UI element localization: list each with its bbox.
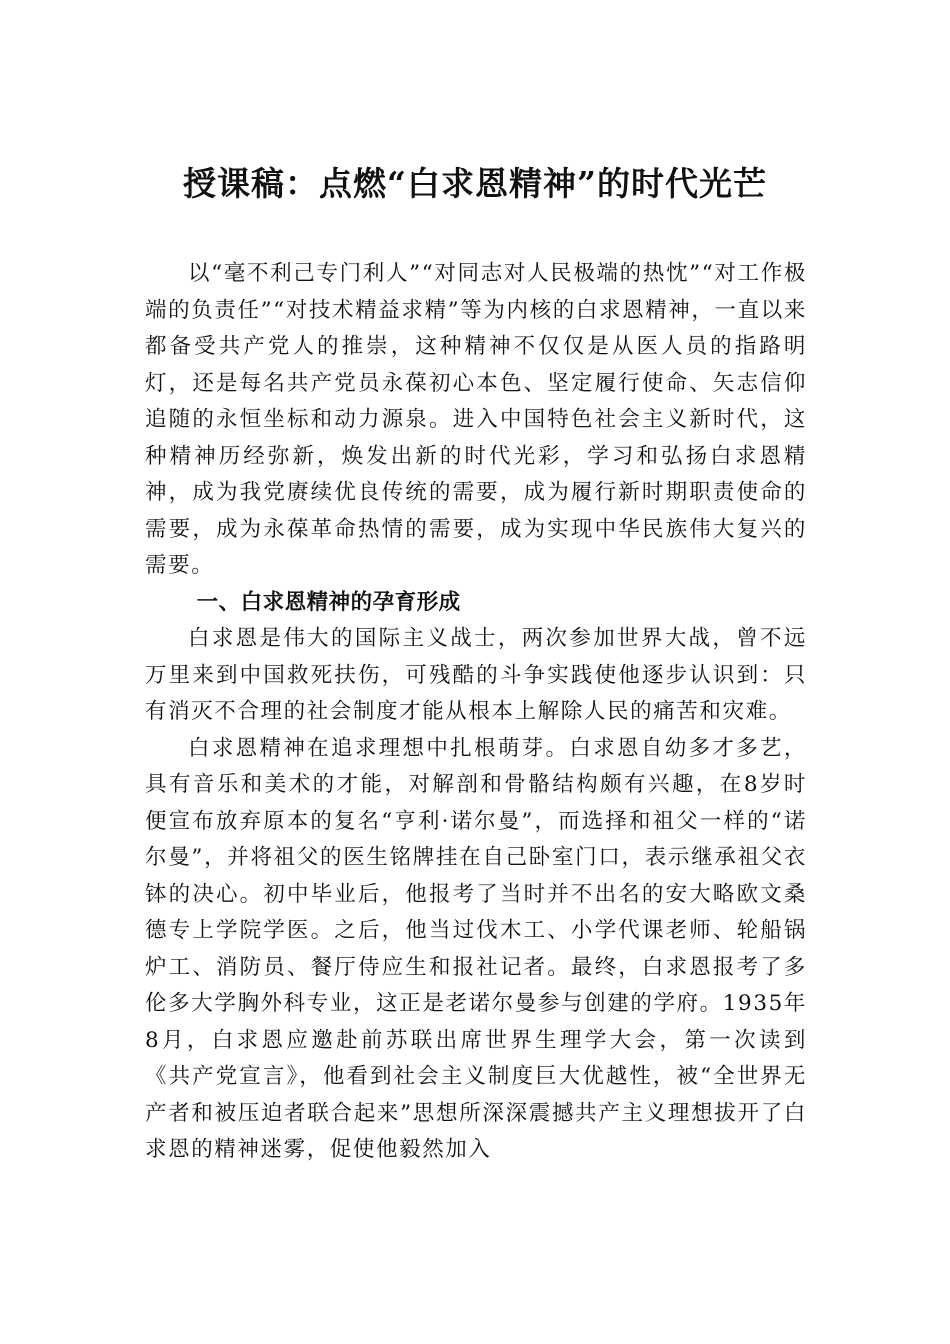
document-title: 授课稿：点燃“白求恩精神”的时代光芒: [183, 164, 767, 203]
document-body: [145, 256, 807, 1169]
section1-paragraph-2: 白求恩精神在追求理想中扎根萌芽。白求恩自幼多才多艺，具有音乐和美术的才能，对解剖和骨骼结构颇有兴趣，在8岁时便宣布放弃原本的复名“亨利·诺尔曼”，而选择和祖父一样的“诺尔曼”，并将祖父的医生铭牌挂在自己卧室门口，表示继承祖父衣钵的决心。初中毕业后，他报考了当时并不出名的安大略欧文桑德专上学院学医。之后，他当过伐木工、小学代课老师、轮船锅炉工、消防员、餐厅侍应生和报社记者。最终，白求恩报考了多伦多大学胸外科专业，这正是老诺尔曼参与创建的学府。1935年8月，白求恩应邀赴前苏联出席世界生理学大会，第一次读到《共产党宣言》，他看到社会主义制度巨大优越性，被“全世界无产者和被压迫者联合起来”思想所深深震撼共产主义理想拔开了白求恩的精神迷雾，促使他毅然加入: [145, 735, 807, 1162]
section1-paragraph-1: 白求恩是伟大的国际主义战士，两次参加世界大战，曾不远万里来到中国救死扶伤，可残酷的斗争实践使他逐步认识到：只有消灭不合理的社会制度才能从根本上解除人民的痛苦和灾难。: [145, 626, 807, 724]
section-heading-1: 一、白求恩精神的孕育形成: [196, 589, 461, 615]
intro-paragraph: 以“毫不利己专门利人”“对同志对人民极端的热忱”“对工作极端的负责任”“对技术精益求精”等为内核的白求恩精神，一直以来都备受共产党人的推崇，这种精神不仅仅是从医人员的指路明灯，还是每名共产党员永葆初心本色、坚定履行使命、矢志信仰追随的永恒坐标和动力源泉。进入中国特色社会主义新时代，这种精神历经弥新，焕发出新的时代光彩，学习和弘扬白求恩精神，成为我党赓续优良传统的需要，成为履行新时期职责使命的需要，成为永葆革命热情的需要，成为实现中华民族伟大复兴的需要。: [145, 261, 807, 578]
